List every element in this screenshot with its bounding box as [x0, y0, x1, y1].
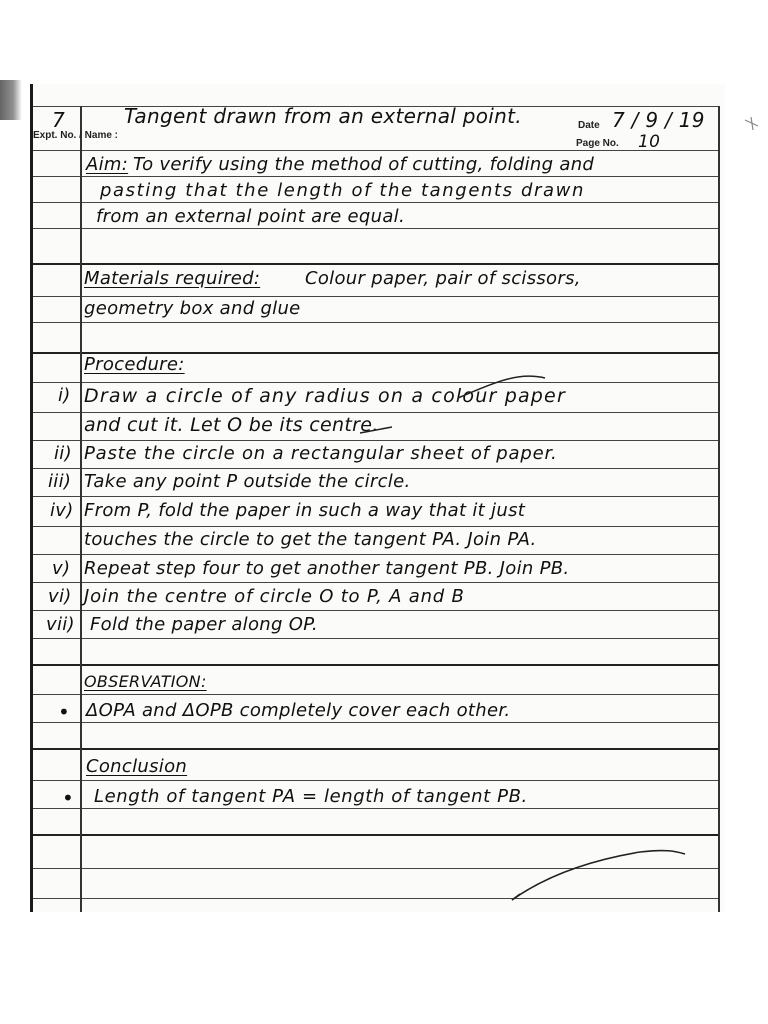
conclusion-heading: Conclusion: [86, 756, 188, 777]
page-no-value: 10: [638, 132, 661, 152]
step-number: v): [52, 558, 71, 579]
strike-through: [360, 427, 392, 433]
step-number: i): [58, 385, 71, 406]
expt-number: 7: [52, 108, 66, 132]
step-number: vii): [46, 614, 75, 635]
signature-stroke: [512, 851, 685, 900]
observation-text: ΔOPA and ΔOPB completely cover each other.: [86, 700, 511, 721]
observation-heading: OBSERVATION:: [84, 672, 207, 691]
step-number: iii): [48, 471, 72, 492]
date-label: Date: [578, 120, 600, 131]
materials-heading: Materials required:: [84, 268, 261, 289]
bullet-icon: •: [58, 700, 71, 724]
aim-line: pasting that the length of the tangents drawn: [100, 180, 585, 201]
step-text: touches the circle to get the tangent PA. Join PA.: [84, 529, 537, 550]
aim-line: To verify using the method of cutting, folding and: [133, 154, 595, 175]
materials-line: Colour paper, pair of scissors,: [305, 268, 581, 289]
step-text: Join the centre of circle O to P, A and B: [84, 586, 465, 607]
step-text: From P, fold the paper in such a way that it just: [84, 500, 526, 521]
signature-stroke: [512, 894, 520, 900]
step-number: vi): [48, 586, 72, 607]
step-number: ii): [54, 443, 72, 464]
step-text: Repeat step four to get another tangent PB. Join PB.: [84, 558, 570, 579]
bullet-icon: •: [62, 786, 75, 810]
conclusion-text: Length of tangent PA = length of tangent PB.: [94, 786, 528, 807]
step-text: Take any point P outside the circle.: [84, 471, 411, 492]
aim-line: from an external point are equal.: [96, 206, 406, 227]
page-no-label: Page No.: [576, 138, 619, 149]
procedure-heading: Procedure:: [84, 354, 185, 375]
step-text: Fold the paper along OP.: [90, 614, 318, 635]
pen-stroke: [458, 376, 545, 398]
corner-mark: [745, 117, 758, 130]
step-number: iv): [50, 500, 74, 521]
date-value: 7 / 9 / 19: [612, 108, 705, 132]
materials-line: geometry box and glue: [84, 298, 301, 319]
step-text: Paste the circle on a rectangular sheet of paper.: [84, 443, 558, 464]
step-text: and cut it. Let O be its centre.: [84, 414, 379, 436]
aim-heading: Aim:: [86, 154, 129, 175]
expt-name-label: Expt. No. / Name :: [33, 130, 119, 141]
step-text: Draw a circle of any radius on a colour paper: [84, 385, 566, 407]
experiment-title: Tangent drawn from an external point.: [124, 104, 522, 128]
